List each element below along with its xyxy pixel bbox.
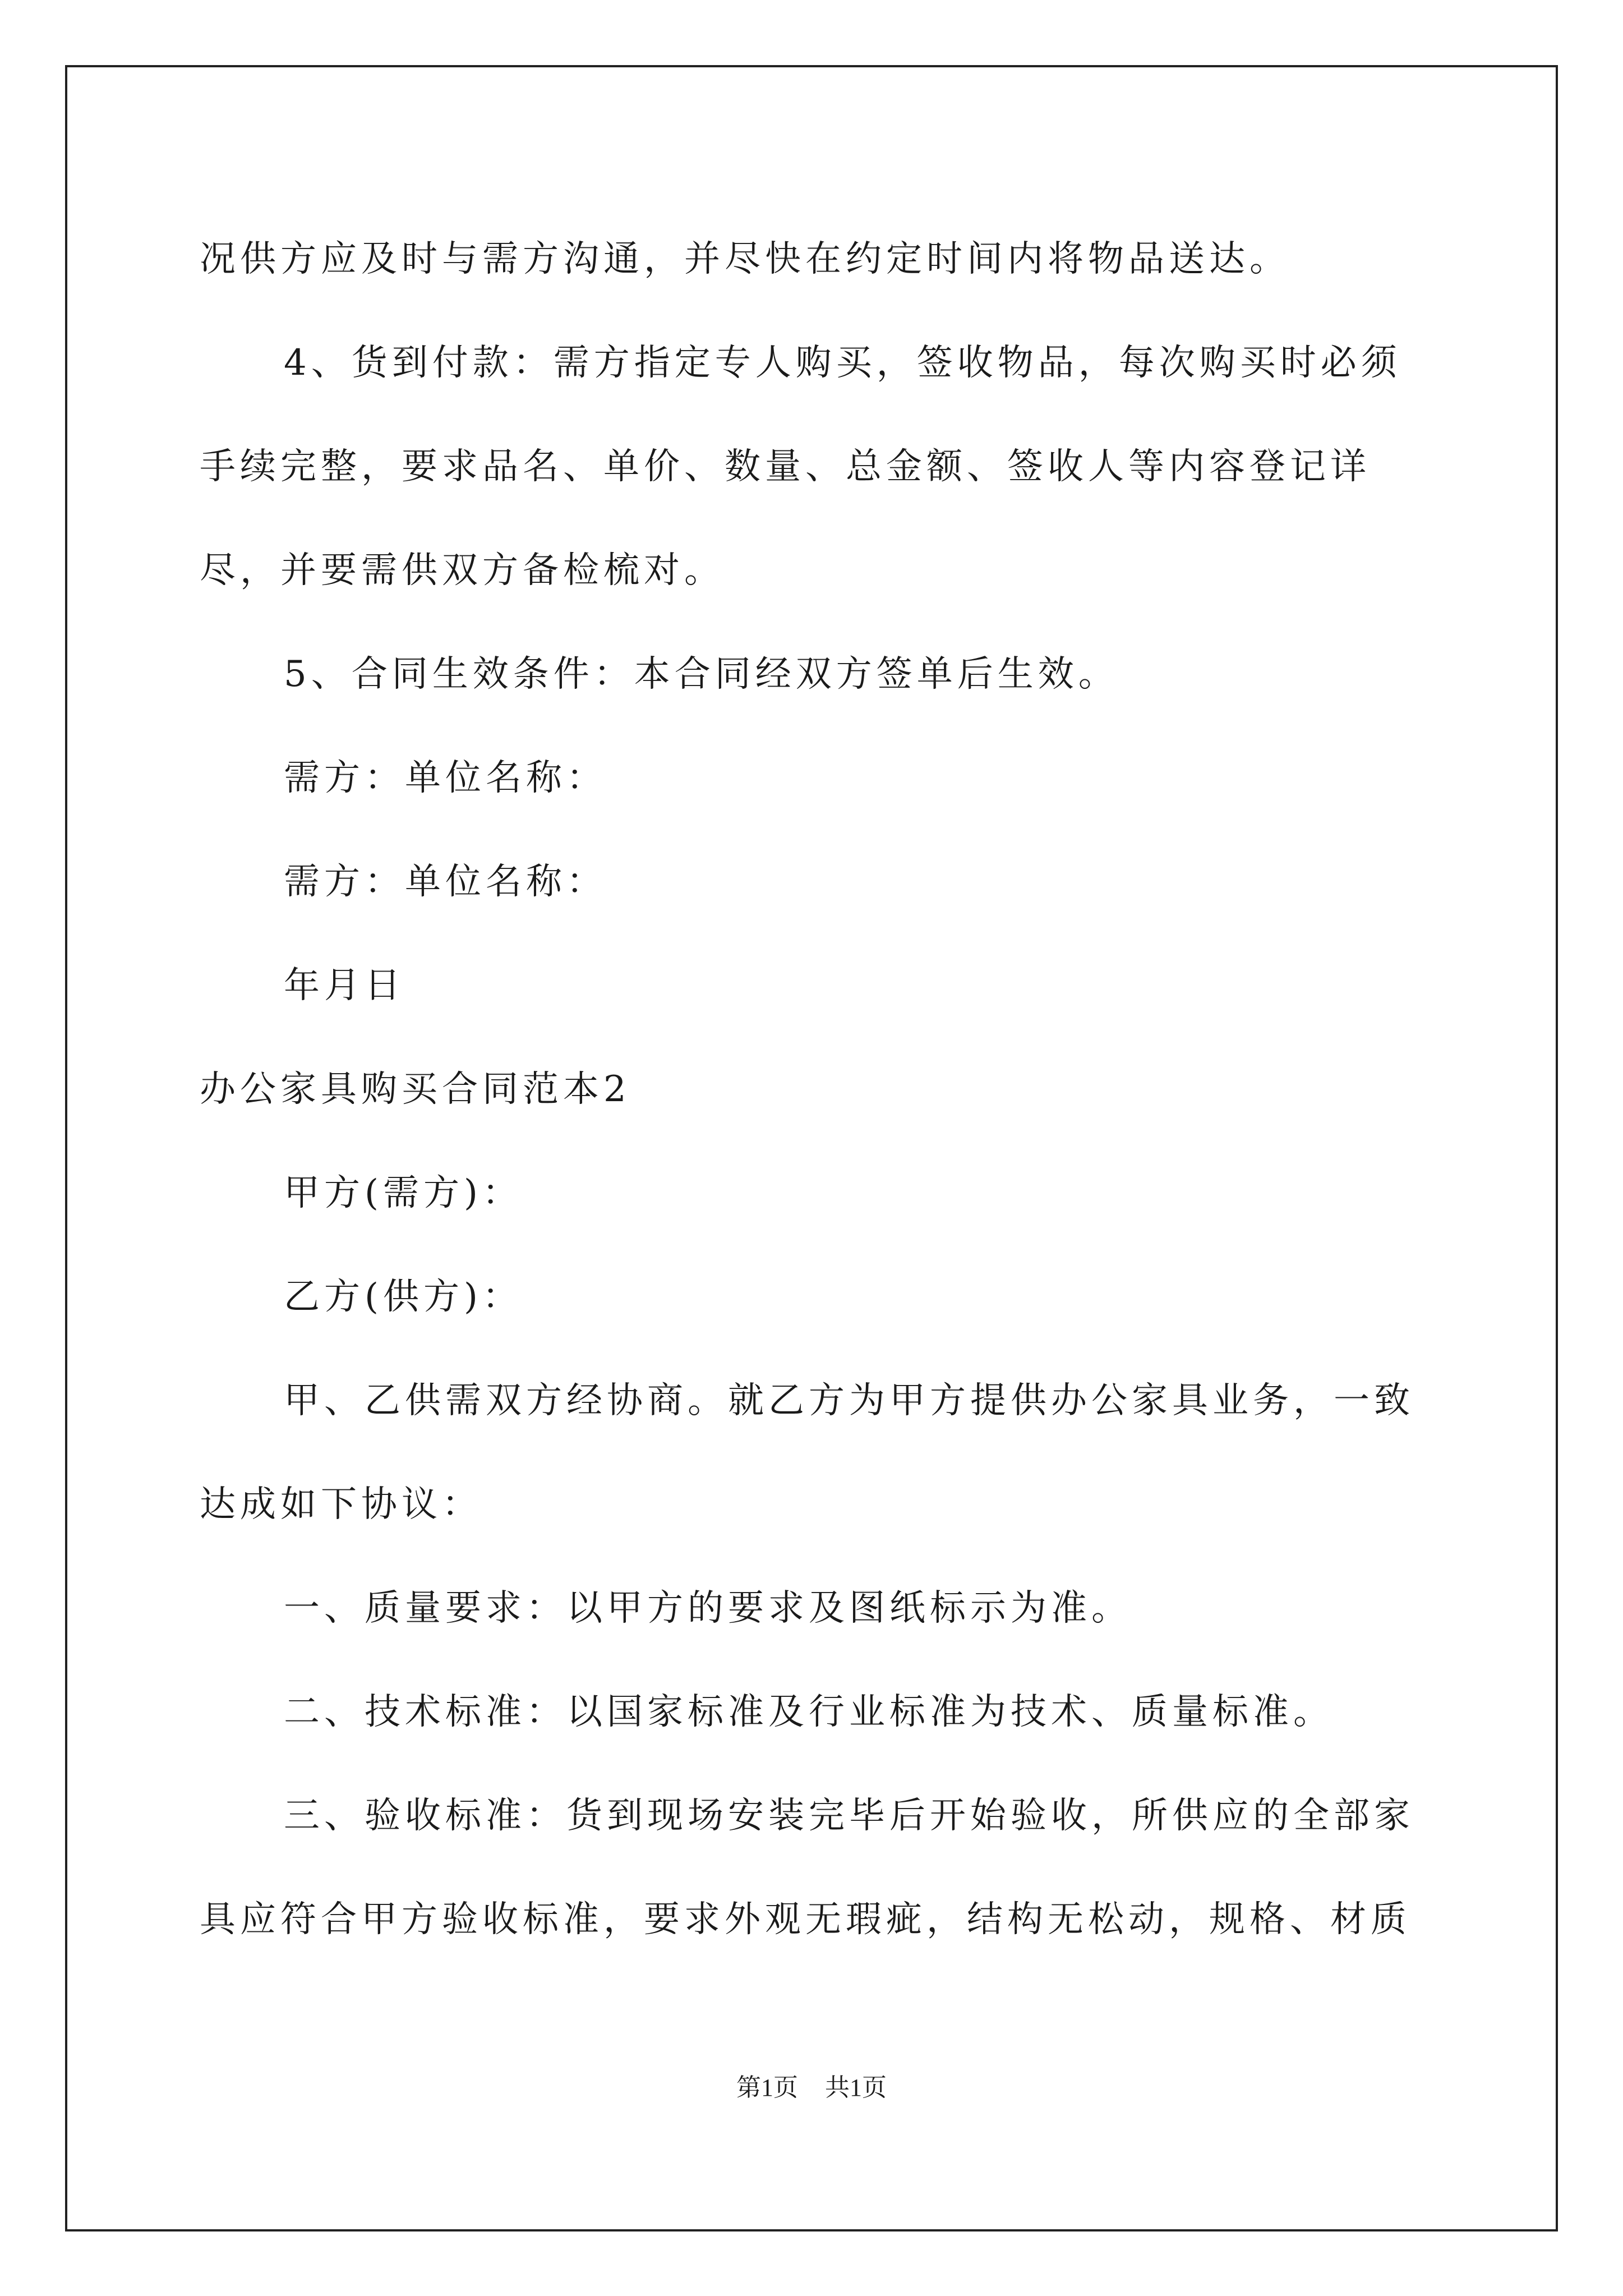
paragraph-effective-condition: 5、合同生效条件：本合同经双方签单后生效。 <box>284 654 1119 695</box>
signature-buyer-unit-name: 需方：单位名称： <box>284 757 607 799</box>
paragraph-payment-on-delivery: 4、货到付款：需方指定专人购买，签收物品，每次购买时必须手续完整，要求品名、单价、数量、总金额、签收人等内容登记详尽，并要需供双方备检梳对。 <box>200 342 1401 591</box>
paragraph-delivery-continued: 况供方应及时与需方沟通，并尽快在约定时间内将物品送达。 <box>200 238 1290 280</box>
party-a-line: 甲方(需方)： <box>284 1172 523 1214</box>
document-body <box>200 208 1428 1972</box>
total-pages: 共1页 <box>825 2074 887 2101</box>
page-footer <box>0 2067 1623 2103</box>
party-b-line: 乙方(供方)： <box>284 1276 523 1318</box>
signature-buyer-unit-name-2: 需方：单位名称： <box>284 861 607 903</box>
paragraph-agreement-intro: 甲、乙供需双方经协商。就乙方为甲方提供办公家具业务，一致达成如下协议： <box>200 1380 1414 1525</box>
page-number: 第1页 <box>736 2074 798 2101</box>
section-heading-contract-2: 办公家具购买合同范本2 <box>200 1069 631 1110</box>
clause-acceptance-standards: 三、验收标准：货到现场安装完毕后开始验收，所供应的全部家具应符合甲方验收标准，要求外观无瑕疵，结构无松动，规格、材质 <box>200 1795 1414 1940</box>
signature-date: 年月日 <box>284 965 405 1006</box>
clause-quality-requirements: 一、质量要求：以甲方的要求及图纸标示为准。 <box>284 1588 1132 1629</box>
clause-technical-standards: 二、技术标准：以国家标准及行业标准为技术、质量标准。 <box>284 1691 1334 1733</box>
